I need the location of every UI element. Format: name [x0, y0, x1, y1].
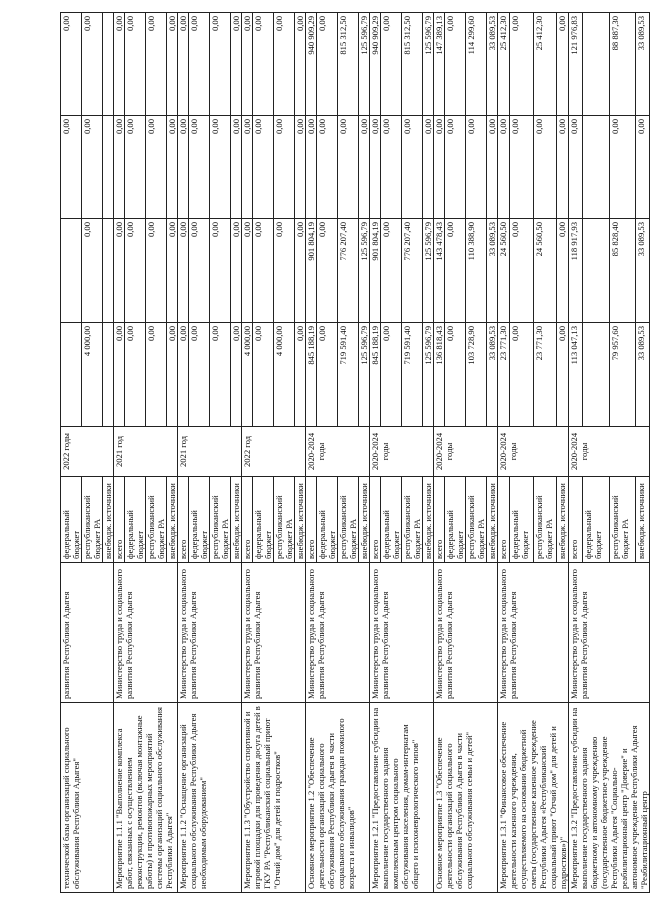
amount-cell: 0,00 [569, 116, 583, 219]
amount-cell: 88 887,30 [609, 13, 636, 116]
amount-cell: 0,00 [178, 13, 189, 116]
funding-source-cell: федеральный бюджет [189, 477, 210, 563]
funding-source-cell: внебюдж. источники [636, 477, 650, 563]
amount-cell: 0,00 [146, 323, 167, 427]
amount-cell: 85 828,40 [609, 219, 636, 323]
funding-source-cell: внебюдж. источники [231, 477, 242, 563]
amount-cell: 845 188,19 [306, 323, 317, 427]
funding-source-cell: внебюдж. источники [295, 477, 306, 563]
funding-source-cell: всего [114, 477, 125, 563]
amount-cell: 0,00 [146, 219, 167, 323]
amount-cell [103, 323, 114, 427]
amount-cell: 719 591,40 [338, 323, 359, 427]
amount-cell: 0,00 [510, 116, 533, 219]
funding-source-cell: всего [306, 477, 317, 563]
amount-cell: 23 771,30 [533, 323, 556, 427]
amount-cell: 0,00 [125, 323, 146, 427]
funding-source-cell: внебюдж. источники [167, 477, 178, 563]
measure-name-cell: Основное мероприятие 1.2 "Обеспечение деятельности организаций социального обслуживания Республики Адыгея в части социального обслуживания граждан пожилого возраста и инвалидов" [306, 703, 370, 893]
funding-source-cell: республиканский бюджет РА [402, 477, 423, 563]
funding-source-cell: всего [498, 477, 510, 563]
amount-cell: 0,00 [434, 116, 445, 219]
funding-source-cell: республиканский бюджет РА [533, 477, 556, 563]
table-row [178, 13, 189, 893]
amount-cell: 0,00 [370, 116, 381, 219]
amount-cell: 901 804,19 [306, 219, 317, 323]
amount-cell: 815 312,50 [402, 13, 423, 116]
amount-cell: 125 596,79 [423, 13, 434, 116]
amount-cell: 25 412,30 [533, 13, 556, 116]
amount-cell: 0,00 [114, 13, 125, 116]
amount-cell: 0,00 [242, 219, 253, 323]
amount-cell: 0,00 [253, 323, 274, 427]
amount-cell: 33 089,53 [636, 323, 650, 427]
measure-name-cell: Мероприятие 1.1.3 "Обустройство спортивной и игровой площадки для проведения досуга детей в ГКУ РА "Республиканский социальный приют "Отчий дом" для детей и подростков" [242, 703, 306, 893]
period-cell: 2022 годы [61, 427, 114, 477]
amount-cell: 719 591,40 [402, 323, 423, 427]
executor-cell: Министерство труда и социального развития Республики Адыгея [306, 563, 370, 703]
executor-cell: Министерство труда и социального развития Республики Адыгея [370, 563, 434, 703]
funding-source-cell: всего [569, 477, 583, 563]
table-row [370, 13, 381, 893]
funding-source-cell: республиканский бюджет РА [609, 477, 636, 563]
funding-source-cell: федеральный бюджет [445, 477, 466, 563]
amount-cell: 0,00 [381, 323, 402, 427]
funding-source-cell: федеральный бюджет [381, 477, 402, 563]
amount-cell: 0,00 [82, 116, 103, 219]
amount-cell: 0,00 [274, 219, 295, 323]
amount-cell: 114 299,60 [466, 13, 487, 116]
amount-cell: 0,00 [189, 13, 210, 116]
measure-name-cell: Мероприятие 1.1.2 "Оснащение организаций социального обслуживания Республики Адыгея необходимым оборудованием" [178, 703, 242, 893]
amount-cell: 0,00 [189, 219, 210, 323]
measure-name-cell: Мероприятие 1.2.1 "Предоставление субсидии на выполнение государственного задания комплексным центром социального обслуживания населения, домам-интернатам общего и психоневрологического типов" [370, 703, 434, 893]
funding-source-cell: федеральный бюджет [253, 477, 274, 563]
table-row [569, 13, 583, 893]
funding-source-cell: всего [370, 477, 381, 563]
amount-cell: 0,00 [231, 13, 242, 116]
amount-cell: 0,00 [359, 116, 370, 219]
amount-cell [61, 219, 82, 323]
amount-cell: 0,00 [189, 323, 210, 427]
amount-cell: 0,00 [82, 13, 103, 116]
amount-cell [103, 116, 114, 219]
amount-cell: 0,00 [306, 116, 317, 219]
amount-cell: 125 596,79 [423, 323, 434, 427]
amount-cell: 0,00 [210, 116, 231, 219]
measure-name-cell: технической базы организаций социального обслуживания Республики Адыгея" [61, 703, 114, 893]
period-cell: 2020-2024 годы [569, 427, 650, 477]
amount-cell: 0,00 [556, 219, 568, 323]
period-cell: 2020-2024 годы [370, 427, 434, 477]
amount-cell [582, 219, 609, 323]
program-funding-table [60, 12, 650, 893]
amount-cell: 0,00 [317, 116, 338, 219]
measure-name-cell: Мероприятие 1.3.2 "Предоставление субсидии на выполнение государственного задания бюджетному и автономному учреждению (государственное бюджетное учреждение Республики Адыгея "Социально-реабилитационный центр "Доверие" и автономное учреждение Республики Адыгея "Реабилитационный центр [569, 703, 650, 893]
executor-cell: Министерство труда и социального развития Республики Адыгея [569, 563, 650, 703]
amount-cell: 25 412,30 [498, 13, 510, 116]
funding-source-cell: республиканский бюджет РА [210, 477, 231, 563]
amount-cell: 0,00 [242, 13, 253, 116]
amount-cell: 0,00 [445, 13, 466, 116]
executor-cell: Министерство труда и социального развития Республики Адыгея [178, 563, 242, 703]
amount-cell: 0,00 [189, 116, 210, 219]
amount-cell: 4 000,00 [274, 323, 295, 427]
amount-cell: 0,00 [210, 323, 231, 427]
amount-cell: 0,00 [295, 116, 306, 219]
funding-source-cell: федеральный бюджет [125, 477, 146, 563]
amount-cell: 0,00 [274, 116, 295, 219]
amount-cell: 0,00 [253, 13, 274, 116]
amount-cell: 0,00 [114, 116, 125, 219]
amount-cell: 815 312,50 [338, 13, 359, 116]
executor-cell: Министерство труда и социального развития Республики Адыгея [242, 563, 306, 703]
amount-cell [61, 323, 82, 427]
funding-source-cell: всего [178, 477, 189, 563]
measure-name-cell: Мероприятие 1.3.1 "Финансовое обеспечение деятельности казенного учреждения, осуществляемого на основании бюджетной сметы (государственное казенное учреждение Республики Адыгея «Республиканский социальный приют "Отчий дом" для детей и подростков»)" [498, 703, 569, 893]
amount-cell: 103 728,90 [466, 323, 487, 427]
executor-cell: Министерство труда и социального развития Республики Адыгея [498, 563, 569, 703]
amount-cell: 0,00 [381, 13, 402, 116]
amount-cell: 0,00 [242, 116, 253, 219]
amount-cell: 0,00 [114, 323, 125, 427]
amount-cell: 0,00 [210, 219, 231, 323]
amount-cell: 147 389,13 [434, 13, 445, 116]
period-cell: 2021 год [178, 427, 242, 477]
table-row [242, 13, 253, 893]
amount-cell: 0,00 [82, 219, 103, 323]
executor-cell: развития Республики Адыгея [61, 563, 114, 703]
amount-cell: 24 560,50 [498, 219, 510, 323]
amount-cell: 776 207,40 [402, 219, 423, 323]
period-cell: 2020-2024 годы [306, 427, 370, 477]
amount-cell: 0,00 [125, 219, 146, 323]
amount-cell: 0,00 [510, 323, 533, 427]
amount-cell: 0,00 [125, 13, 146, 116]
amount-cell: 0,00 [381, 116, 402, 219]
amount-cell: 0,00 [61, 13, 82, 116]
amount-cell: 0,00 [178, 116, 189, 219]
amount-cell [103, 219, 114, 323]
table-row [434, 13, 445, 893]
amount-cell: 0,00 [146, 13, 167, 116]
amount-cell: 0,00 [381, 219, 402, 323]
amount-cell: 33 089,53 [487, 13, 498, 116]
amount-cell: 940 909,29 [306, 13, 317, 116]
amount-cell: 0,00 [556, 323, 568, 427]
amount-cell: 0,00 [510, 219, 533, 323]
amount-cell: 24 560,50 [533, 219, 556, 323]
amount-cell: 0,00 [231, 323, 242, 427]
amount-cell: 143 478,43 [434, 219, 445, 323]
funding-source-cell: всего [434, 477, 445, 563]
amount-cell: 0,00 [253, 116, 274, 219]
amount-cell: 0,00 [167, 116, 178, 219]
amount-cell: 125 596,79 [423, 219, 434, 323]
period-cell: 2021 год [114, 427, 178, 477]
funding-source-cell: внебюдж. источники [423, 477, 434, 563]
amount-cell [582, 13, 609, 116]
amount-cell: 0,00 [445, 323, 466, 427]
amount-cell: 0,00 [295, 323, 306, 427]
amount-cell: 845 188,19 [370, 323, 381, 427]
funding-source-cell: федеральный бюджет [510, 477, 533, 563]
amount-cell: 125 596,79 [359, 13, 370, 116]
amount-cell: 4 000,00 [82, 323, 103, 427]
amount-cell: 0,00 [295, 13, 306, 116]
amount-cell: 776 207,40 [338, 219, 359, 323]
amount-cell: 0,00 [317, 13, 338, 116]
period-cell: 2020-2024 годы [434, 427, 498, 477]
funding-source-cell: республиканский бюджет РА [338, 477, 359, 563]
amount-cell: 0,00 [274, 13, 295, 116]
funding-source-cell: федеральный бюджет [317, 477, 338, 563]
amount-cell: 0,00 [609, 116, 636, 219]
amount-cell: 0,00 [317, 323, 338, 427]
amount-cell: 0,00 [445, 219, 466, 323]
amount-cell: 121 976,83 [569, 13, 583, 116]
amount-cell: 125 596,79 [359, 219, 370, 323]
amount-cell: 0,00 [510, 13, 533, 116]
table-body [61, 13, 650, 893]
amount-cell: 0,00 [487, 116, 498, 219]
amount-cell: 0,00 [114, 219, 125, 323]
amount-cell: 0,00 [178, 219, 189, 323]
amount-cell: 940 909,29 [370, 13, 381, 116]
amount-cell: 0,00 [556, 13, 568, 116]
table-row [61, 13, 82, 893]
table-row [306, 13, 317, 893]
funding-source-cell: внебюдж. источники [103, 477, 114, 563]
funding-source-cell: республиканский бюджет РА [82, 477, 103, 563]
amount-cell: 33 089,53 [636, 219, 650, 323]
amount-cell: 0,00 [210, 13, 231, 116]
table-row [114, 13, 125, 893]
funding-source-cell: внебюдж. источники [359, 477, 370, 563]
period-cell: 2022 год [242, 427, 306, 477]
amount-cell: 33 089,53 [487, 323, 498, 427]
amount-cell: 113 047,13 [569, 323, 583, 427]
period-cell: 2020-2024 годы [498, 427, 569, 477]
amount-cell: 0,00 [231, 219, 242, 323]
amount-cell: 0,00 [445, 116, 466, 219]
amount-cell: 33 089,53 [636, 13, 650, 116]
amount-cell: 4 000,00 [242, 323, 253, 427]
amount-cell: 136 818,43 [434, 323, 445, 427]
executor-cell: Министерство труда и социального развития Республики Адыгея [434, 563, 498, 703]
amount-cell: 0,00 [178, 323, 189, 427]
measure-name-cell: Мероприятие 1.1.1 "Выполнение комплекса работ, связанных с осуществлением реконструкции, ремонтов (включая монтажные работы) и противопожарных мероприятий системы организаций социального обслуживания Республики Адыгея" [114, 703, 178, 893]
amount-cell: 33 089,53 [487, 219, 498, 323]
funding-source-cell: внебюдж. источники [487, 477, 498, 563]
amount-cell: 0,00 [146, 116, 167, 219]
funding-source-cell: республиканский бюджет РА [466, 477, 487, 563]
funding-source-cell: республиканский бюджет РА [146, 477, 167, 563]
amount-cell: 0,00 [423, 116, 434, 219]
funding-source-cell: внебюдж. источники [556, 477, 568, 563]
amount-cell: 125 596,79 [359, 323, 370, 427]
amount-cell: 0,00 [167, 323, 178, 427]
table-row [498, 13, 510, 893]
measure-name-cell: Основное мероприятие 1.3 "Обеспечение деятельности организаций социального обслуживания Республики Адыгея в части социального обслуживания семьи и детей" [434, 703, 498, 893]
amount-cell: 0,00 [402, 116, 423, 219]
amount-cell: 118 917,93 [569, 219, 583, 323]
amount-cell: 0,00 [498, 116, 510, 219]
funding-source-cell: федеральный бюджет [61, 477, 82, 563]
amount-cell: 0,00 [338, 116, 359, 219]
amount-cell: 0,00 [295, 219, 306, 323]
funding-source-cell: федеральный бюджет [582, 477, 609, 563]
amount-cell [103, 13, 114, 116]
amount-cell: 23 771,30 [498, 323, 510, 427]
funding-source-cell: республиканский бюджет РА [274, 477, 295, 563]
amount-cell: 0,00 [253, 219, 274, 323]
amount-cell: 0,00 [167, 13, 178, 116]
amount-cell: 0,00 [125, 116, 146, 219]
amount-cell: 0,00 [556, 116, 568, 219]
funding-source-cell: всего [242, 477, 253, 563]
amount-cell: 0,00 [636, 116, 650, 219]
amount-cell: 0,00 [61, 116, 82, 219]
amount-cell: 110 388,90 [466, 219, 487, 323]
amount-cell: 901 804,19 [370, 219, 381, 323]
amount-cell: 0,00 [231, 116, 242, 219]
amount-cell: 0,00 [466, 116, 487, 219]
amount-cell: 0,00 [167, 219, 178, 323]
amount-cell: 0,00 [533, 116, 556, 219]
amount-cell: 0,00 [317, 219, 338, 323]
amount-cell [582, 116, 609, 219]
amount-cell [582, 323, 609, 427]
executor-cell: Министерство труда и социального развития Республики Адыгея [114, 563, 178, 703]
amount-cell: 79 957,60 [609, 323, 636, 427]
